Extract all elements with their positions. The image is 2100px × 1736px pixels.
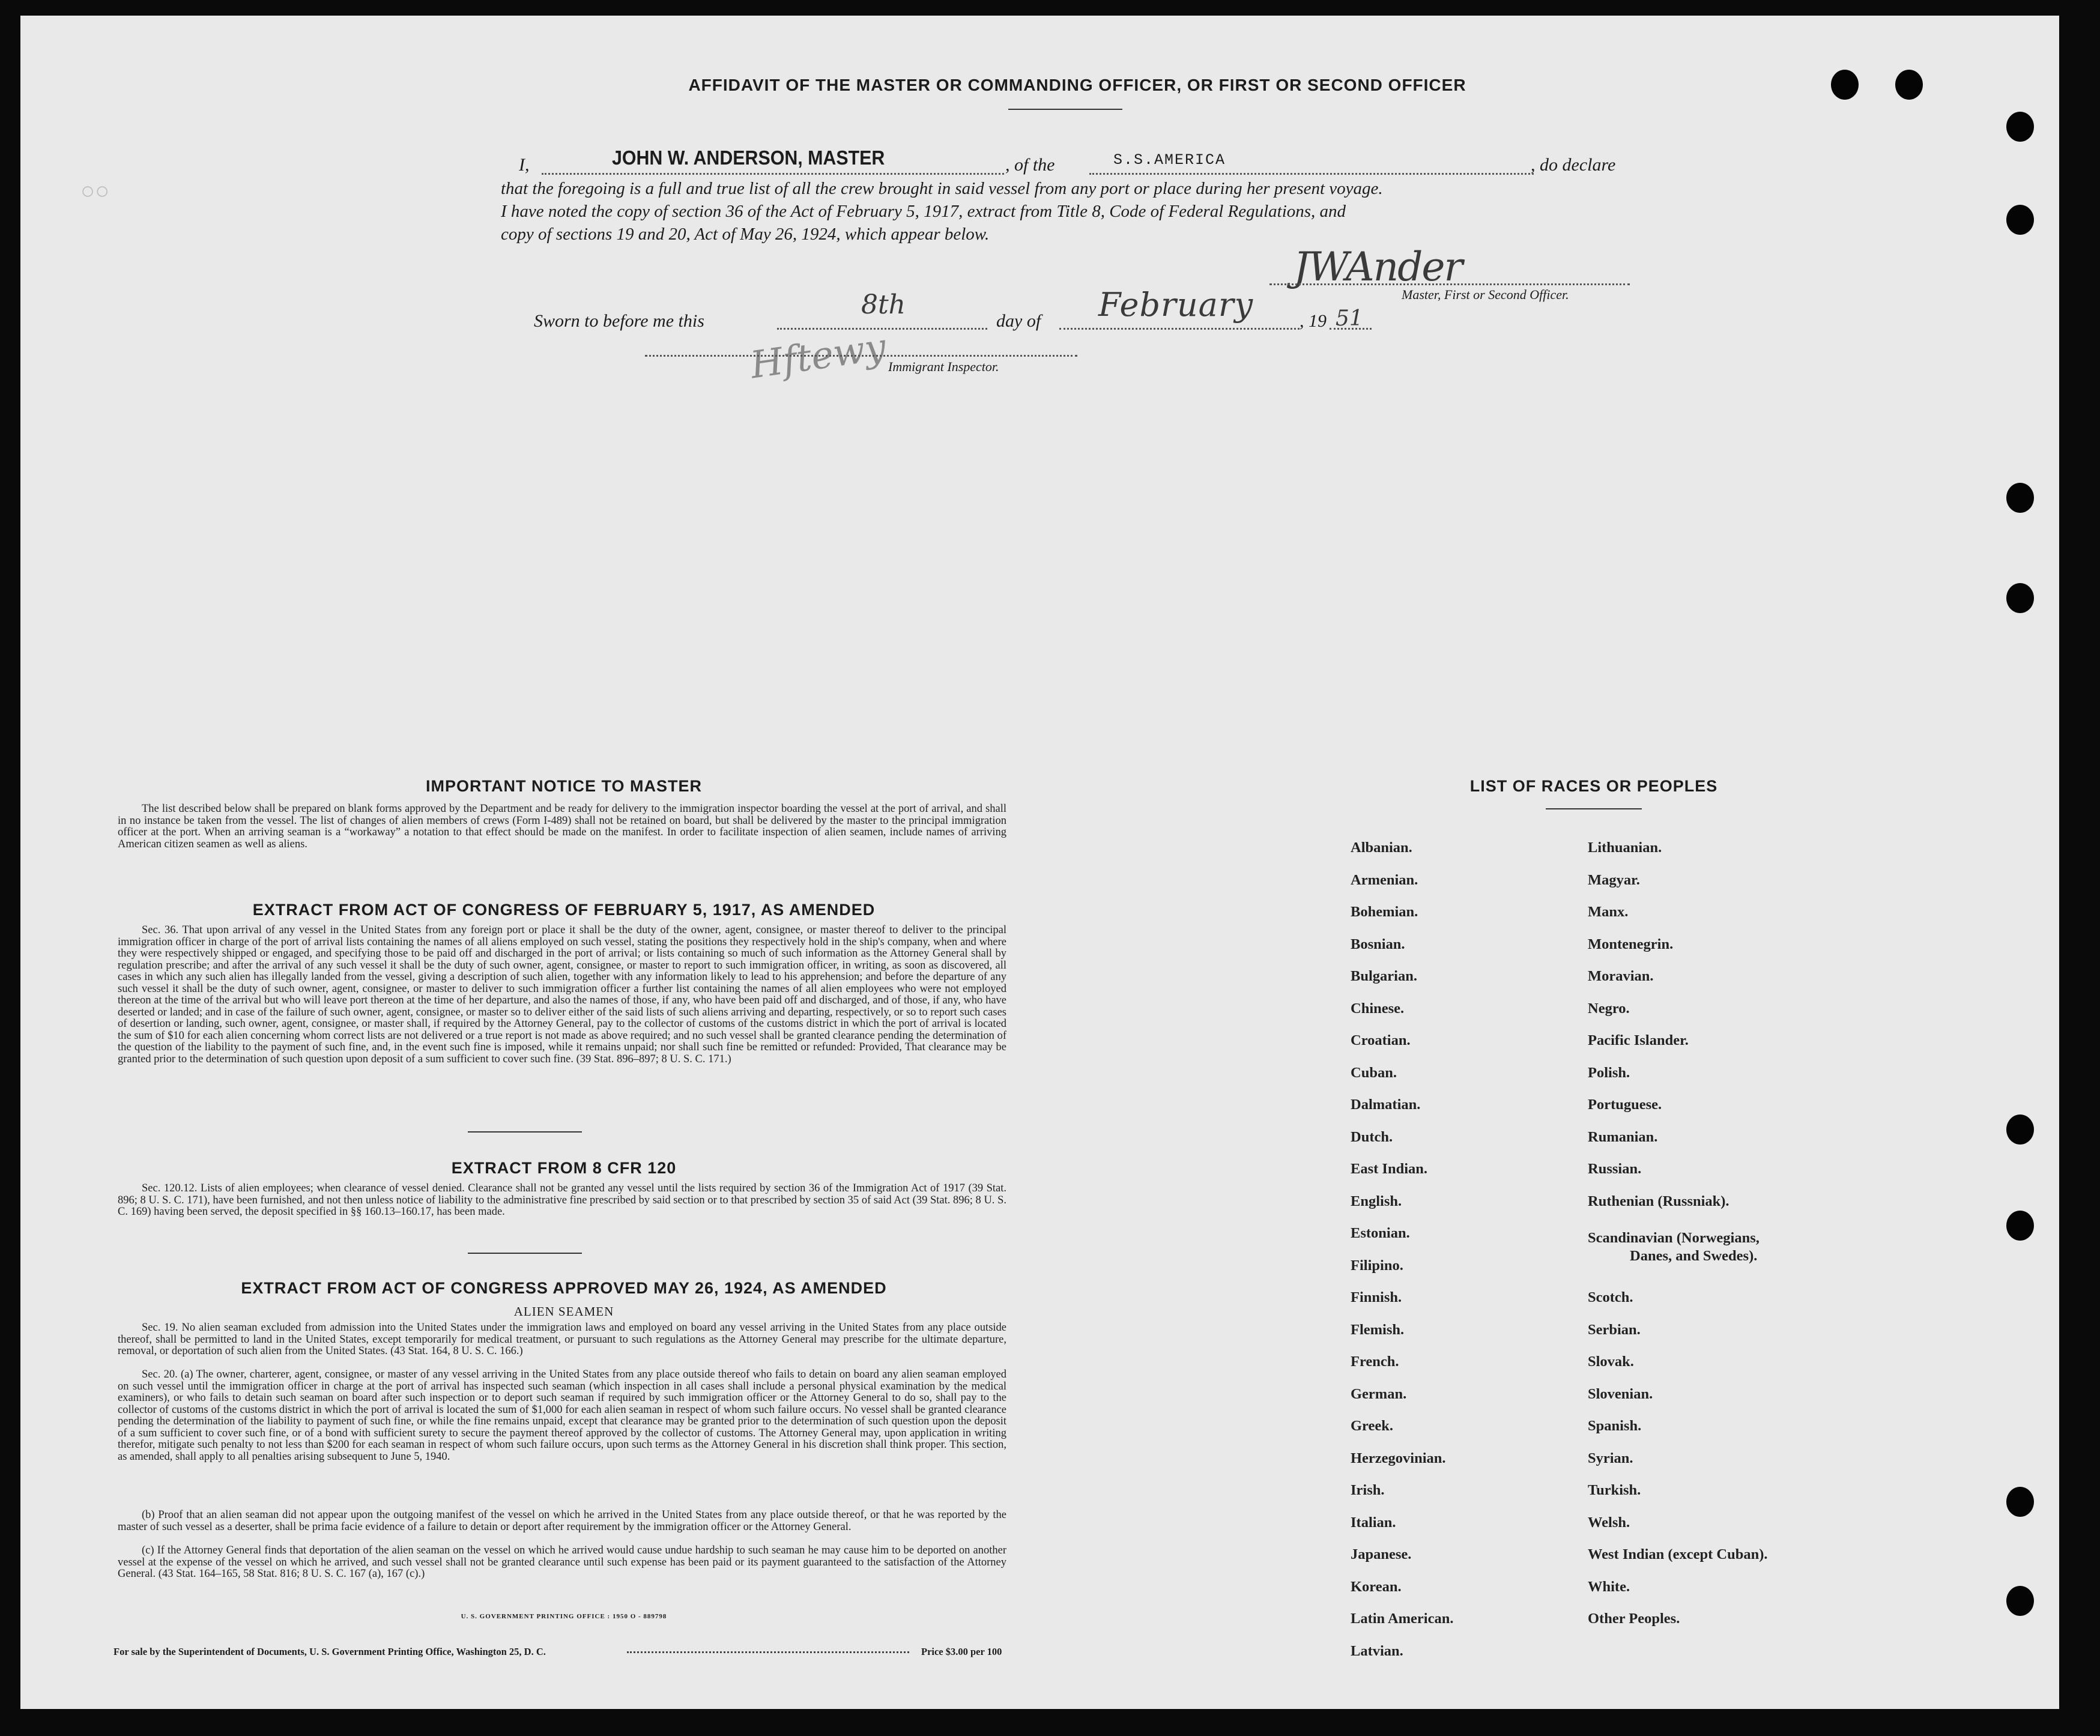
race-item: Danes, and Swedes). [1630,1248,1758,1264]
race-item: Moravian. [1588,968,1654,984]
race-item: Bosnian. [1351,936,1405,952]
race-item: French. [1351,1353,1399,1370]
footer-dots [627,1648,909,1653]
year-field: 51 [1336,306,1363,331]
race-item: Bulgarian. [1351,968,1417,984]
race-item: Filipino. [1351,1257,1403,1274]
margin-mark: ○○ [80,178,110,204]
punch-hole-icon [1831,70,1859,100]
race-item: Estonian. [1351,1225,1410,1241]
race-item: Croatian. [1351,1032,1411,1048]
extract-1917-title: EXTRACT FROM ACT OF CONGRESS OF FEBRUARY 5, 1917, AS AMENDED [252,901,876,919]
extract-1924-sec20b: (b) Proof that an alien seaman did not appear upon the outgoing manifest of the vessel on which he arrived in the United States from any place outside thereof, or that he was reported by the master of such vessel as a deserter, shall be prima facie evidence of a failure to detain or deport after requirement by the immigration officer or the Attorney General. [118,1509,1006,1533]
race-item: Welsh. [1588,1514,1630,1531]
year-prefix: , 19 [1300,311,1327,331]
races-title: LIST OF RACES OR PEOPLES [1469,777,1718,795]
punch-hole-icon [2006,1586,2034,1616]
vessel-field: S.S.AMERICA [1113,151,1226,169]
punch-hole-icon [2006,1487,2034,1517]
affidavit-line-4: copy of sections 19 and 20, Act of May 26, 1924, which appear below. [501,225,990,244]
punch-hole-icon [1895,70,1923,100]
race-item: Armenian. [1351,871,1418,888]
race-item: Turkish. [1588,1482,1641,1498]
race-item: Polish. [1588,1064,1630,1081]
race-item: Scandinavian (Norwegians, [1588,1230,1760,1246]
notice-body: The list described below shall be prepared on blank forms approved by the Department and be ready for delivery to the immigration inspector boarding the vessel at the port of arrival, and shall in no instance be taken from the vessel. The list of changes of alien members of crews (Form I-489) shall not be retained on board, but shall be delivered by the master to the principal immigration officer at the port. When an arriving seaman is a “workaway” a notation to that effect should be made on the manifest. In order to facilitate inspection of alien seamen, include names of arriving American citizen seamen as well as aliens. [118,803,1006,850]
month-field: February [1098,286,1254,324]
declare-label: , do declare [1531,155,1616,175]
race-item: Irish. [1351,1482,1385,1498]
affidavit-title: AFFIDAVIT OF THE MASTER OR COMMANDING OFFICER, OR FIRST OR SECOND OFFICER [688,76,1466,94]
race-item: Montenegrin. [1588,936,1674,952]
race-item: Korean. [1351,1578,1402,1595]
race-item: Scotch. [1588,1289,1633,1305]
gpo-imprint: U. S. GOVERNMENT PRINTING OFFICE : 1950 O - 889798 [461,1613,667,1620]
race-item: Dalmatian. [1351,1096,1421,1113]
extract-1924-sec20a: Sec. 20. (a) The owner, charterer, agent, consignee, or master of any vessel arriving in the United States from any place outside thereof who fails to detain on board any alien seaman employed on such vessel until the immigration officer in charge at the port of arrival has inspected such seaman (which inspection in all cases shall include a personal physical examination by the medical examiners), or who fails to detain such seaman on board after such inspection or to deport such seaman if required by such immigration officer or the Attorney General to do so, shall pay to the collector of customs of the customs district in which the port of arrival is located the sum of $1,000 for each alien seaman in respect of whom such failure occurs. No vessel shall be granted clearance pending the determination of the liability to payment of such fine, or while the fine remains unpaid, except that clearance may be granted prior to the determination of such question upon the deposit of a sum sufficient to cover such fine, or of a bond with sufficient surety to secure the payment thereof approved by the collector of customs. The Attorney General may, upon application in writing therefor, mitigate such penalty to not less than $200 for each seaman in respect of whom such failure occurs, upon such terms as the Attorney General in his discretion shall think proper. This section, as amended, shall apply to all penalties arising subsequent to June 5, 1940. [118,1369,1006,1463]
footer-price: Price $3.00 per 100 [921,1646,1002,1657]
race-item: Negro. [1588,1000,1630,1017]
race-item: Greek. [1351,1418,1393,1434]
race-item: Russian. [1588,1161,1642,1177]
extract-1924-title: EXTRACT FROM ACT OF CONGRESS APPROVED MAY 26, 1924, AS AMENDED [241,1279,887,1297]
race-item: Flemish. [1351,1321,1405,1338]
race-item: Dutch. [1351,1128,1393,1145]
master-sign-line [1269,283,1630,285]
punch-hole-icon [2006,1114,2034,1145]
affidavit-line-2: that the foregoing is a full and true list of all the crew brought in said vessel from any port or place during her present voyage. [501,179,1383,198]
race-item: White. [1588,1578,1630,1595]
affidavit-line-3: I have noted the copy of section 36 of the Act of February 5, 1917, extract from Title 8, Code of Federal Regulations, and [501,202,1346,221]
race-item: Portuguese. [1588,1096,1662,1113]
race-item: English. [1351,1193,1402,1209]
punch-hole-icon [2006,1211,2034,1241]
day-of-label: day of [996,311,1041,331]
day-field: 8th [861,289,906,320]
race-item: Albanian. [1351,839,1412,856]
extract-cfr-title: EXTRACT FROM 8 CFR 120 [451,1159,677,1177]
alien-seamen-subtitle: ALIEN SEAMEN [513,1304,614,1319]
race-item: Ruthenian (Russniak). [1588,1193,1729,1209]
race-item: Rumanian. [1588,1128,1658,1145]
race-item: Cuban. [1351,1064,1397,1081]
race-item: Slovak. [1588,1353,1634,1370]
master-name-field: JOHN W. ANDERSON, MASTER [612,147,885,169]
race-item: German. [1351,1385,1407,1402]
extract-1924-sec20c: (c) If the Attorney General finds that deportation of the alien seaman on the vessel on which he arrived would cause undue hardship to such seaman he may cause him to be deported on another vessel at the expense of the vessel on which he arrived, and such vessel shall not be granted clearance until such expense has been paid or its payment guaranteed to the satisfaction of the Attorney General. (43 Stat. 164–165, 58 Stat. 816; 8 U. S. C. 167 (a), 167 (c).) [118,1544,1006,1580]
race-item: Pacific Islander. [1588,1032,1689,1048]
race-item: Japanese. [1351,1546,1412,1562]
master-caption: Master, First or Second Officer. [1402,287,1569,302]
title-rule [1008,109,1122,110]
sworn-label: Sworn to before me this [534,311,704,331]
extract-cfr-body: Sec. 120.12. Lists of alien employees; when clearance of vessel denied. Clearance shall not be granted any vessel until the lists required by section 36 of the Immigration Act of 1917 (39 Stat. 896; 8 U. S. C. 171), have been furnished, and not then unless notice of liability to the administrative fine prescribed by said section or to that prescribed by section 35 of said Act (39 Stat. 896; 8 U. S. C. 169) having been served, the deposit specified in §§ 160.13–160.17, has been made. [118,1182,1006,1218]
race-item: Herzegovinian. [1351,1450,1446,1466]
inspector-sign-line [645,355,1077,357]
race-item: Italian. [1351,1514,1396,1531]
race-item: Other Peoples. [1588,1610,1680,1627]
race-item: Bohemian. [1351,904,1418,920]
i-label: I, [519,155,530,175]
extract-1924-sec19: Sec. 19. No alien seaman excluded from admission into the United States under the immigration laws and employed on board any vessel arriving in the United States from any place outside thereof, shall be permitted to land in the United States, except temporarily for medical treatment, or pursuant to such regulations as the Attorney General may prescribe for the ultimate departure, removal, or deportation of such alien from the United States. (43 Stat. 164, 8 U. S. C. 166.) [118,1322,1006,1357]
race-item: Chinese. [1351,1000,1405,1017]
race-item: East Indian. [1351,1161,1428,1177]
race-item: Finnish. [1351,1289,1402,1305]
punch-hole-icon [2006,483,2034,513]
race-item: Lithuanian. [1588,839,1662,856]
inspector-signature: Hftewy [748,324,889,387]
divider-rule [468,1253,582,1254]
name-line [542,173,1004,175]
punch-hole-icon [2006,112,2034,142]
race-item: Syrian. [1588,1450,1633,1466]
divider-rule [468,1131,582,1133]
inspector-caption: Immigrant Inspector. [888,359,999,374]
master-signature: JWAnder [1294,244,1462,290]
notice-title: IMPORTANT NOTICE TO MASTER [426,777,702,795]
race-item: Slovenian. [1588,1385,1653,1402]
extract-1917-body: Sec. 36. That upon arrival of any vessel in the United States from any foreign port or place it shall be the duty of the owner, agent, consignee, or master thereof to deliver to the principal immigration officer in charge of the port of arrival lists containing the names of all aliens employed on such vessel, stating the positions they respectively hold in the ship's company, when and where they were respectively shipped or engaged, and specifying those to be paid off and discharged in the port of arrival; or lists containing so much of such information as the Attorney General shall by regulation prescribe; and after the arrival of any such vessel it shall be the duty of such owner, agent, consignee, or master to report to such immigration officer, in writing, as soon as discovered, all cases in which any such alien has illegally landed from the vessel, giving a description of such alien, together with any information likely to lead to his apprehension; and before the departure of any such vessel it shall be the duty of such owner, agent, consignee, or master to deliver to such immigration officer a further list containing the names of all alien employees who were not employed thereon at the time of the arrival but who will leave port thereon at the time of her departure, and also the names of those, if any, who have been paid off and discharged, and of those, if any, who have deserted or landed; and in case of the failure of such owner, agent, consignee, or master so to deliver either of the said lists of such aliens arriving and departing, respectively, or so to report such cases of desertion or landing, such owner, agent, consignee, or master shall, if required by the Attorney General, pay to the collector of customs of the customs district in which the port of arrival is located the sum of $10 for each alien concerning whom correct lists are not delivered or a true report is not made as above required; and no such vessel shall be granted clearance pending the determination of the question of the liability to the payment of such fine, and, in the event such fine is imposed, while it remains unpaid; nor shall such fine be remitted or refunded: Provided, That clearance may be granted prior to the determination of such question upon deposit of a sum sufficient to cover such fine. (39 Stat. 896–897; 8 U. S. C. 171.) [118,924,1006,1065]
race-item: Latvian. [1351,1642,1403,1659]
race-item: West Indian (except Cuban). [1588,1546,1768,1562]
vessel-line [1089,173,1534,175]
race-item: Magyar. [1588,871,1640,888]
document-page [20,16,2059,1709]
race-item: Manx. [1588,904,1629,920]
race-item: Spanish. [1588,1418,1642,1434]
month-line [1059,328,1300,330]
of-the-label: , of the [1005,155,1055,175]
race-item: Latin American. [1351,1610,1454,1627]
race-item: Serbian. [1588,1321,1641,1338]
races-rule [1546,808,1642,809]
punch-hole-icon [2006,583,2034,613]
footer-sale-note: For sale by the Superintendent of Documents, U. S. Government Printing Office, Washington 25, D. C. [113,1646,546,1657]
year-line [1330,328,1372,330]
punch-hole-icon [2006,205,2034,235]
